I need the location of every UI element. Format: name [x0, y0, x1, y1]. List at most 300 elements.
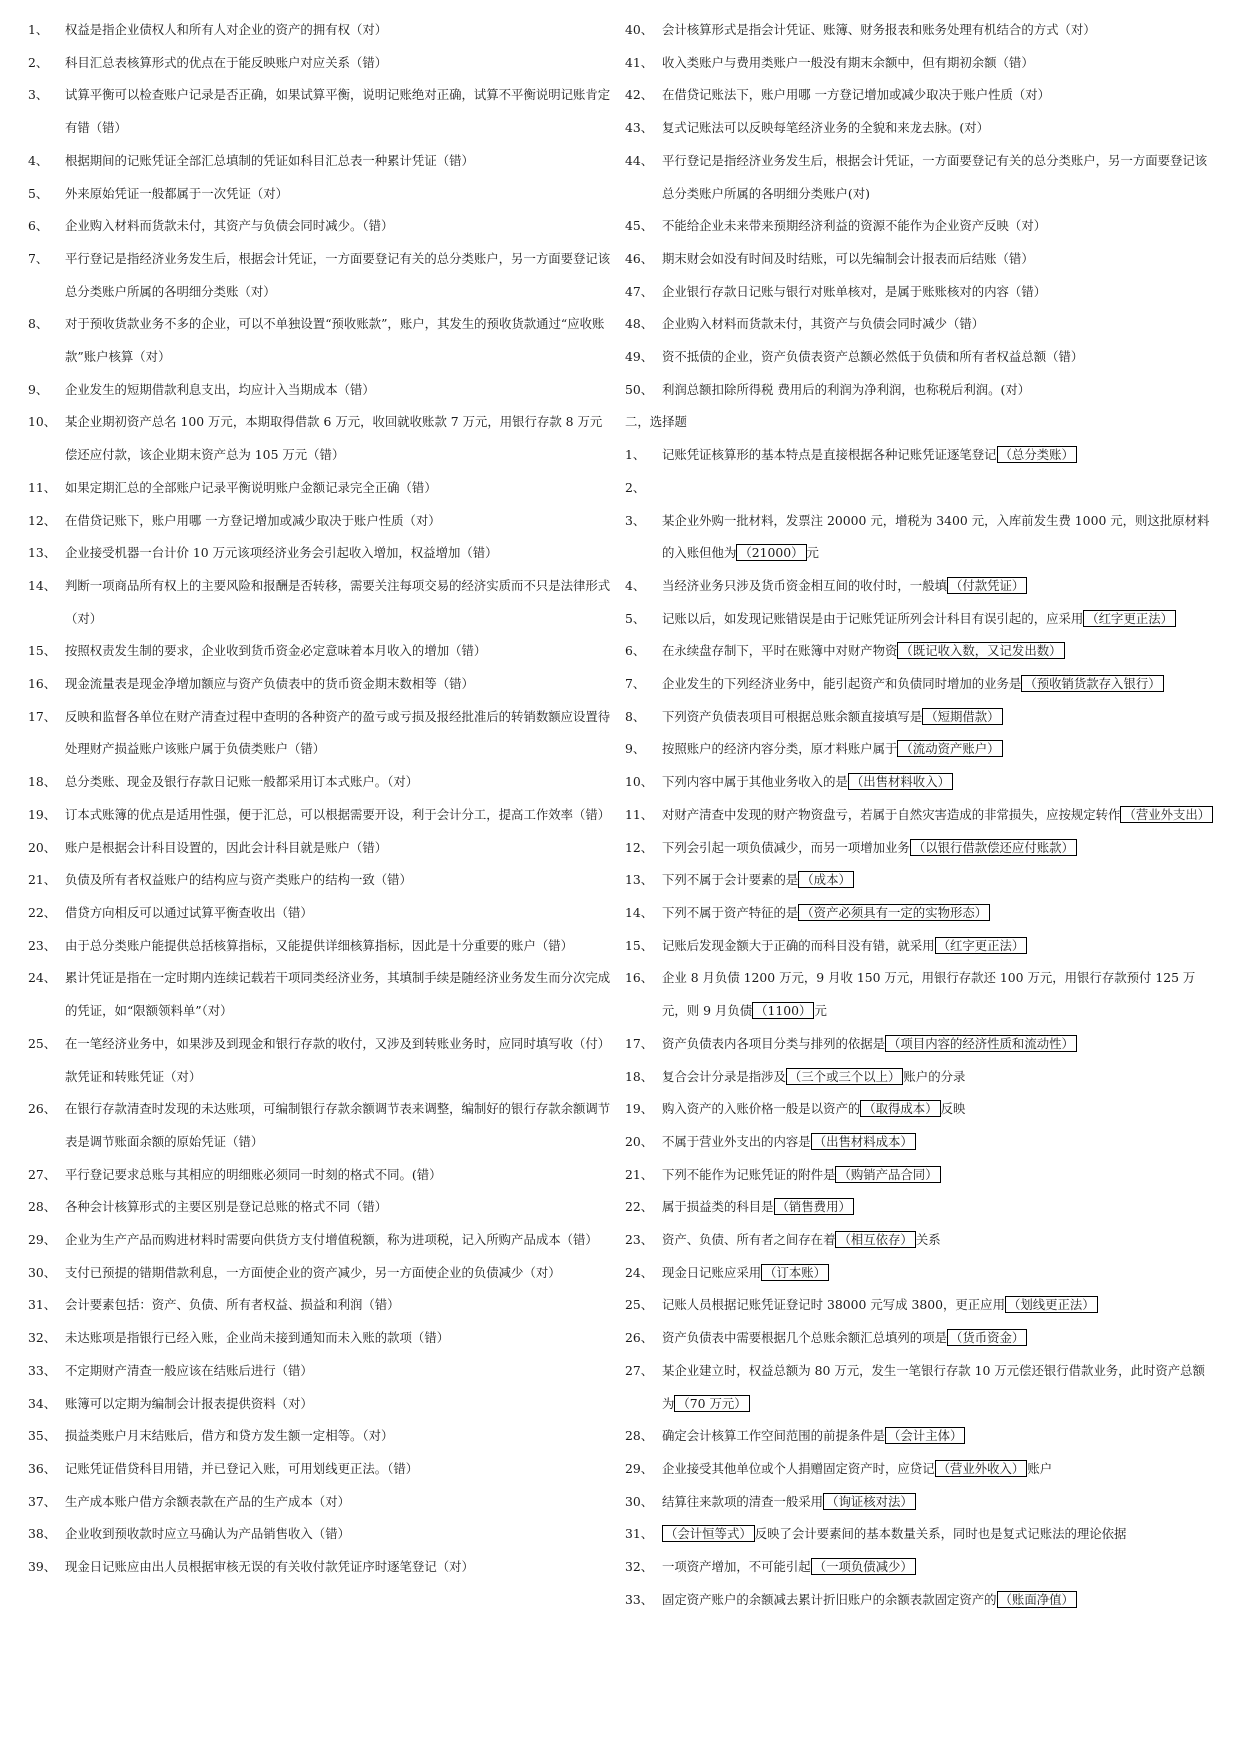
- judgment-question-item: [28, 1191, 613, 1224]
- choice-question-item: [625, 472, 1215, 505]
- question-text: [662, 864, 1215, 897]
- question-number: 24、: [28, 970, 57, 986]
- question-stem: 下列不属于会计要素的是: [662, 872, 799, 888]
- answer-box: （营业外收入）: [935, 1460, 1028, 1477]
- question-text: [662, 799, 1215, 832]
- question-number: 7、: [625, 676, 646, 692]
- answer-box: （预收销货款存入银行）: [1021, 675, 1163, 692]
- question-text: 总分类账、现金及银行存款日记账一般都采用订本式账户。（对）: [65, 774, 419, 790]
- question-number: 11、: [625, 806, 654, 822]
- choice-question-item: [625, 439, 1215, 472]
- judgment-question-item: [28, 1551, 613, 1584]
- choice-question-item: [625, 1028, 1215, 1061]
- question-stem: 现金日记账应采用: [662, 1264, 762, 1280]
- question-tail: 账户的分录: [903, 1068, 966, 1084]
- question-stem: 某企业建立时，权益总额为 80 万元，发生一笔银行存款 10 万元偿还银行借款业务，此时资产总额为: [662, 1362, 1205, 1411]
- judgment-question-item: [28, 1388, 613, 1421]
- question-stem: 属于损益类的科目是: [662, 1199, 774, 1215]
- question-number: 13、: [28, 545, 57, 561]
- question-number: 1、: [28, 22, 49, 37]
- question-number: 22、: [625, 1199, 654, 1215]
- judgment-question-item: [28, 766, 613, 799]
- judgment-question-item: [28, 1093, 613, 1158]
- question-text: 平行登记要求总账与其相应的明细账必须同一时刻的格式不同。(错）: [65, 1166, 442, 1182]
- question-stem: 下列不能作为记账凭证的附件是: [662, 1166, 836, 1182]
- question-number: 49、: [625, 349, 654, 365]
- question-text: 借贷方向相反可以通过试算平衡查收出（错）: [65, 904, 313, 920]
- question-text: 某企业期初资产总名 100 万元，本期取得借款 6 万元，收回就收账款 7 万元，用银行存款 8 万元偿还应付款，该企业期末资产总为 105 万元（错）: [65, 414, 603, 463]
- choice-question-item: [625, 1551, 1215, 1584]
- choice-question-item: [625, 1322, 1215, 1355]
- choice-question-item: [625, 603, 1215, 636]
- question-text: 收入类账户与费用类账户一般没有期末余额中，但有期初余额（错）: [662, 54, 1034, 70]
- judgment-question-item: [625, 112, 1215, 145]
- question-number: 33、: [28, 1362, 57, 1378]
- question-text: [662, 766, 1215, 799]
- question-number: 43、: [625, 120, 654, 136]
- question-stem: 下列会引起一项负债减少，而另一项增加业务: [662, 839, 910, 855]
- judgment-question-item: [28, 145, 613, 178]
- question-number: 3、: [625, 512, 646, 528]
- question-text: 利润总额扣除所得税 费用后的利润为净利润，也称税后利润。(对）: [662, 381, 1031, 397]
- question-number: 32、: [625, 1559, 654, 1575]
- question-text: 负债及所有者权益账户的结构应与资产类账户的结构一致（错）: [65, 872, 412, 888]
- judgment-question-item: [28, 505, 613, 538]
- question-stem: 购入资产的入账价格一般是以资产的: [662, 1101, 861, 1117]
- choice-question-item: [625, 1224, 1215, 1257]
- question-number: 34、: [28, 1395, 57, 1411]
- judgment-question-item: [28, 14, 613, 47]
- question-text: 反映和监督各单位在财产清查过程中查明的各种资产的盈亏或亏损及报经批准后的转销数额应设置待处理财产损益账户该账户属于负债类账户（错）: [65, 708, 611, 757]
- question-stem: 当经济业务只涉及货币资金相互间的收付时，一般填: [662, 577, 947, 593]
- judgment-question-item: [625, 145, 1215, 210]
- judgment-question-item: [625, 210, 1215, 243]
- answer-box: （资产必须具有一定的实物形态）: [798, 904, 990, 921]
- judgment-question-item: [28, 308, 613, 373]
- choice-question-item: [625, 930, 1215, 963]
- question-text: [662, 1486, 1215, 1519]
- question-number: 16、: [28, 676, 57, 692]
- question-text: [662, 832, 1215, 865]
- answer-box: （流动资产账户）: [897, 740, 1002, 757]
- question-stem: 企业 8 月负债 1200 万元，9 月收 150 万元，用银行存款还 100 万元，用银行存款预付 125 万元，则 9 月负债: [662, 970, 1196, 1019]
- question-number: 37、: [28, 1493, 57, 1509]
- question-number: 18、: [625, 1068, 654, 1084]
- question-number: 45、: [625, 218, 654, 234]
- question-number: 1、: [625, 447, 646, 463]
- judgment-question-item: [625, 374, 1215, 407]
- question-number: 35、: [28, 1428, 57, 1444]
- question-number: 38、: [28, 1526, 57, 1542]
- question-text: [662, 1420, 1215, 1453]
- question-text: 平行登记是指经济业务发生后，根据会计凭证，一方面要登记有关的总分类账户，另一方面要登记该总分类账户所属的各明细分类账户(对): [662, 152, 1208, 201]
- question-stem: 记账凭证核算形的基本特点是直接根据各种记账凭证逐笔登记: [662, 447, 997, 463]
- answer-box: （会计恒等式）: [662, 1525, 755, 1542]
- answer-box: （付款凭证）: [947, 577, 1027, 594]
- judgment-question-item: [28, 962, 613, 1027]
- question-number: 22、: [28, 904, 57, 920]
- question-text: 科目汇总表核算形式的优点在于能反映账户对应关系（错）: [65, 54, 388, 70]
- question-text: [662, 1322, 1215, 1355]
- question-number: 31、: [28, 1297, 57, 1313]
- question-stem: 资产、负债、所有者之间存在着: [662, 1232, 836, 1248]
- question-text: [662, 439, 1215, 472]
- question-number: 33、: [625, 1591, 654, 1607]
- question-text: [662, 603, 1215, 636]
- choice-question-item: [625, 1093, 1215, 1126]
- choice-question-item: [625, 635, 1215, 668]
- question-number: 27、: [28, 1166, 57, 1182]
- question-stem: 在永续盘存制下，平时在账簿中对财产物资: [662, 643, 898, 659]
- question-text: 按照权责发生制的要求，企业收到货币资金必定意味着本月收入的增加（错）: [65, 643, 487, 659]
- question-text: [662, 1224, 1215, 1257]
- judgment-question-item: [28, 243, 613, 308]
- question-text: 企业接受机器一台计价 10 万元该项经济业务会引起收入增加，权益增加（错）: [65, 545, 498, 561]
- question-number: 24、: [625, 1264, 654, 1280]
- question-text: 企业购入材料而货款未付，其资产与负债会同时减少。（错）: [65, 218, 394, 234]
- answer-box: （订本账）: [761, 1264, 829, 1281]
- answer-box: （划线更正法）: [1005, 1296, 1098, 1313]
- answer-box: （销售费用）: [774, 1198, 854, 1215]
- question-text: [662, 1289, 1215, 1322]
- question-text: 各种会计核算形式的主要区别是登记总账的格式不同（错）: [65, 1199, 388, 1215]
- choice-question-item: [625, 1486, 1215, 1519]
- question-number: 30、: [28, 1264, 57, 1280]
- answer-box: （账面净值）: [997, 1591, 1077, 1608]
- question-number: 28、: [625, 1428, 654, 1444]
- question-number: 23、: [28, 937, 57, 953]
- judgment-question-item: [28, 406, 613, 471]
- judgment-questions-continued: [625, 14, 1215, 406]
- question-tail: 反映了会计要素间的基本数量关系，同时也是复式记账法的理论依据: [754, 1526, 1127, 1542]
- question-text: 判断一项商品所有权上的主要风险和报酬是否转移，需要关注每项交易的经济实质而不只是法律形式（对）: [65, 577, 611, 626]
- question-stem: 记账后发现金额大于正确的而科目没有错，就采用: [662, 937, 935, 953]
- answer-box: （营业外支出）: [1120, 806, 1213, 823]
- question-text: [662, 1453, 1215, 1486]
- question-text: 企业为生产产品而购进材料时需要向供货方支付增值税额，称为进项税，记入所购产品成本（错）: [65, 1232, 598, 1248]
- question-text: 会计要素包括：资产、负债、所有者权益、损益和利润（错）: [65, 1297, 400, 1313]
- answer-box: （既记收入数，又记发出数）: [897, 642, 1064, 659]
- question-text: 在借贷记账法下，账户用哪 一方登记增加或减少取决于账户性质（对）: [662, 87, 1051, 103]
- question-number: 29、: [28, 1232, 57, 1248]
- question-number: 15、: [28, 643, 57, 659]
- question-number: 36、: [28, 1460, 57, 1476]
- judgment-question-item: [28, 374, 613, 407]
- choice-question-item: [625, 1061, 1215, 1094]
- judgment-question-item: [28, 668, 613, 701]
- question-text: [662, 570, 1215, 603]
- judgment-question-item: [625, 14, 1215, 47]
- judgment-question-item: [28, 1322, 613, 1355]
- answer-box: （21000）: [736, 544, 806, 561]
- question-text: 在一笔经济业务中，如果涉及到现金和银行存款的收付，又涉及到转账业务时，应同时填写收（付）款凭证和转账凭证（对）: [65, 1035, 611, 1084]
- question-tail: 关系: [915, 1232, 941, 1248]
- question-number: 32、: [28, 1330, 57, 1346]
- judgment-question-item: [625, 79, 1215, 112]
- judgment-question-item: [28, 897, 613, 930]
- question-number: 26、: [625, 1330, 654, 1346]
- choice-question-item: [625, 962, 1215, 1027]
- answer-box: （出售材料成本）: [811, 1133, 916, 1150]
- question-text: [662, 1257, 1215, 1290]
- question-stem: 某企业外购一批材料，发票注 20000 元，增税为 3400 元，入库前发生费 1000 元，则这批原材料的入账但他为: [662, 512, 1210, 561]
- question-number: 11、: [28, 479, 57, 495]
- question-text: 复式记账法可以反映每笔经济业务的全貌和来龙去脉。(对）: [662, 120, 989, 136]
- question-stem: 资产负债表中需要根据几个总账余额汇总填列的项是: [662, 1330, 947, 1346]
- choice-question-item: [625, 701, 1215, 734]
- question-number: 4、: [625, 577, 646, 593]
- question-number: 4、: [28, 152, 49, 168]
- choice-question-item: [625, 505, 1215, 570]
- judgment-question-item: [28, 930, 613, 963]
- question-number: 42、: [625, 87, 654, 103]
- question-text: 会计核算形式是指会计凭证、账簿、财务报表和账务处理有机结合的方式（对）: [662, 22, 1096, 37]
- question-stem: 资产负债表内各项目分类与排列的依据是: [662, 1035, 886, 1051]
- judgment-question-item: [28, 1028, 613, 1093]
- question-text: 如果定期汇总的全部账户记录平衡说明账户金额记录完全正确（错）: [65, 479, 437, 495]
- choice-question-item: [625, 766, 1215, 799]
- question-text: [662, 1028, 1215, 1061]
- choice-question-item: [625, 832, 1215, 865]
- answer-box: （1100）: [752, 1002, 814, 1019]
- question-text: 试算平衡可以检查账户记录是否正确，如果试算平衡，说明记账绝对正确，试算不平衡说明记账肯定有错（错）: [65, 87, 611, 136]
- question-text: 企业收到预收款时应立马确认为产品销售收入（错）: [65, 1526, 350, 1542]
- judgment-question-item: [28, 1453, 613, 1486]
- question-number: 17、: [625, 1035, 654, 1051]
- question-number: 14、: [625, 904, 654, 920]
- judgment-question-item: [28, 178, 613, 211]
- question-number: 15、: [625, 937, 654, 953]
- question-text: [662, 635, 1215, 668]
- question-text: [662, 930, 1215, 963]
- judgment-question-item: [28, 1257, 613, 1290]
- question-stem: 结算往来款项的清查一般采用: [662, 1493, 824, 1509]
- answer-box: （一项负债减少）: [811, 1558, 916, 1575]
- question-text: 不定期财产清查一般应该在结账后进行（错）: [65, 1362, 313, 1378]
- judgment-question-item: [28, 210, 613, 243]
- answer-box: （货币资金）: [947, 1329, 1027, 1346]
- question-text: 不能给企业未来带来预期经济利益的资源不能作为企业资产反映（对）: [662, 218, 1047, 234]
- question-number: 10、: [28, 414, 57, 430]
- judgment-question-item: [28, 1224, 613, 1257]
- question-number: 39、: [28, 1559, 57, 1575]
- judgment-question-item: [28, 1486, 613, 1519]
- question-number: 8、: [625, 708, 646, 724]
- choice-question-item: [625, 799, 1215, 832]
- judgment-question-item: [625, 47, 1215, 80]
- question-number: 9、: [625, 741, 646, 757]
- question-text: [662, 505, 1215, 570]
- answer-box: （项目内容的经济性质和流动性）: [885, 1035, 1077, 1052]
- question-number: 20、: [625, 1133, 654, 1149]
- question-text: [662, 668, 1215, 701]
- question-number: 10、: [625, 774, 654, 790]
- choice-question-item: [625, 1159, 1215, 1192]
- question-number: 26、: [28, 1101, 57, 1117]
- question-text: [662, 701, 1215, 734]
- question-number: 16、: [625, 970, 654, 986]
- question-text: 期末财会如没有时间及时结账，可以先编制会计报表而后结账（错）: [662, 250, 1034, 266]
- question-number: 21、: [625, 1166, 654, 1182]
- choice-question-item: [625, 1518, 1215, 1551]
- question-number: 18、: [28, 774, 57, 790]
- question-stem: 不属于营业外支出的内容是: [662, 1133, 811, 1149]
- question-text: [662, 1061, 1215, 1094]
- question-stem: 企业接受其他单位或个人捐赠固定资产时，应贷记: [662, 1460, 935, 1476]
- question-text: 损益类账户月末结账后，借方和贷方发生额一定相等。（对）: [65, 1428, 394, 1444]
- judgment-question-item: [28, 570, 613, 635]
- judgment-question-item: [28, 832, 613, 865]
- answer-box: （出售材料收入）: [848, 773, 953, 790]
- choice-question-item: [625, 1453, 1215, 1486]
- answer-box: （相互依存）: [835, 1231, 915, 1248]
- judgment-question-item: [28, 537, 613, 570]
- question-text: 未达账项是指银行已经入账，企业尚未接到通知而未入账的款项（错）: [65, 1330, 450, 1346]
- question-number: 46、: [625, 250, 654, 266]
- choice-question-item: [625, 1257, 1215, 1290]
- question-text: [662, 1191, 1215, 1224]
- question-text: [662, 1159, 1215, 1192]
- judgment-question-item: [28, 1289, 613, 1322]
- question-text: 记账凭证借贷科目用错，并已登记入账，可用划线更正法。（错）: [65, 1460, 419, 1476]
- answer-box: （短期借款）: [922, 708, 1002, 725]
- answer-box: （70 万元）: [674, 1395, 749, 1412]
- judgment-question-item: [28, 1355, 613, 1388]
- question-text: 订本式账簿的优点是适用性强，便于汇总，可以根据需要开设，利于会计分工，提高工作效率（错）: [65, 806, 611, 822]
- choice-question-item: [625, 570, 1215, 603]
- question-number: 9、: [28, 381, 49, 397]
- choice-question-item: [625, 1126, 1215, 1159]
- question-text: 对于预收货款业务不多的企业，可以不单独设置“预收账款”，账户，其发生的预收货款通过“应收账款”账户核算（对）: [65, 316, 605, 365]
- choice-question-item: [625, 897, 1215, 930]
- judgment-question-item: [28, 79, 613, 144]
- question-text: 平行登记是指经济业务发生后，根据会计凭证，一方面要登记有关的总分类账户，另一方面要登记该总分类账户所属的各明细分类账（对）: [65, 250, 611, 299]
- question-stem: 下列资产负债表项目可根据总账余额直接填写是: [662, 708, 923, 724]
- question-number: 5、: [625, 610, 646, 626]
- question-number: 13、: [625, 872, 654, 888]
- question-stem: 对财产清查中发现的财产物资盘亏，若属于自然灾害造成的非常损失，应按规定转作: [662, 806, 1121, 822]
- question-text: 企业购入材料而货款未付，其资产与负债会同时减少（错）: [662, 316, 985, 332]
- question-text: 企业银行存款日记账与银行对账单核对，是属于账账核对的内容（错）: [662, 283, 1047, 299]
- question-text: [662, 1518, 1215, 1551]
- answer-box: （购销产品合同）: [835, 1166, 940, 1183]
- choice-question-item: [625, 668, 1215, 701]
- question-text: 由于总分类账户能提供总括核算指标，又能提供详细核算指标，因此是十分重要的账户（错）: [65, 937, 574, 953]
- question-number: 6、: [28, 218, 49, 234]
- question-number: 3、: [28, 87, 49, 103]
- question-text: 资不抵债的企业，资产负债表资产总额必然低于负债和所有者权益总额（错）: [662, 349, 1084, 365]
- answer-box: （以银行借款偿还应付账款）: [910, 839, 1077, 856]
- question-number: 21、: [28, 872, 57, 888]
- question-stem: 确定会计核算工作空间范围的前提条件是: [662, 1428, 886, 1444]
- choice-question-item: [625, 1191, 1215, 1224]
- answer-box: （三个或三个以上）: [786, 1068, 904, 1085]
- right-column: [625, 14, 1215, 1616]
- question-text: [662, 897, 1215, 930]
- question-text: [662, 1355, 1215, 1420]
- question-number: 7、: [28, 250, 49, 266]
- judgment-question-item: [28, 47, 613, 80]
- question-text: [662, 733, 1215, 766]
- question-text: 在银行存款清查时发现的未达账项，可编制银行存款余额调节表来调整，编制好的银行存款余额调节表是调节账面余额的原始凭证（错）: [65, 1101, 611, 1149]
- question-text: 根据期间的记账凭证全部汇总填制的凭证如科目汇总表一种累计凭证（错）: [65, 152, 474, 168]
- question-number: 8、: [28, 316, 49, 332]
- answer-box: （红字更正法）: [1083, 610, 1176, 627]
- judgment-question-item: [28, 1420, 613, 1453]
- question-number: 44、: [625, 152, 654, 168]
- question-number: 6、: [625, 643, 646, 659]
- choice-question-item: [625, 1355, 1215, 1420]
- question-text: 权益是指企业债权人和所有人对企业的资产的拥有权（对）: [65, 22, 388, 37]
- section-title-choice: 二，选择题: [625, 414, 687, 430]
- question-number: 40、: [625, 22, 654, 37]
- choice-questions: [625, 439, 1215, 1616]
- judgment-question-item: [28, 1159, 613, 1192]
- question-text: [662, 1093, 1215, 1126]
- question-number: 25、: [625, 1297, 654, 1313]
- judgment-questions-column: [28, 14, 613, 1584]
- judgment-question-item: [28, 799, 613, 832]
- question-stem: 记账人员根据记账凭证登记时 38000 元写成 3800，更正应用: [662, 1297, 1005, 1313]
- question-text: 在借贷记账下，账户用哪 一方登记增加或减少取决于账户性质（对）: [65, 512, 441, 528]
- judgment-question-item: [625, 341, 1215, 374]
- question-number: 5、: [28, 185, 49, 201]
- question-text: 累计凭证是指在一定时期内连续记载若干项同类经济业务，其填制手续是随经济业务发生而分次完成的凭证，如“限额领料单”（对）: [65, 970, 611, 1019]
- judgment-question-item: [28, 864, 613, 897]
- question-stem: 下列不属于资产特征的是: [662, 904, 799, 920]
- question-text: 账簿可以定期为编制会计报表提供资料（对）: [65, 1395, 313, 1411]
- question-stem: 固定资产账户的余额减去累计折旧账户的余额表款固定资产的: [662, 1591, 997, 1607]
- question-tail: 元: [806, 545, 819, 561]
- question-number: 47、: [625, 283, 654, 299]
- judgment-question-item: [28, 635, 613, 668]
- question-stem: 企业发生的下列经济业务中，能引起资产和负债同时增加的业务是: [662, 676, 1022, 692]
- question-tail: 元: [814, 1003, 827, 1019]
- answer-box: （会计主体）: [885, 1427, 965, 1444]
- choice-question-item: [625, 1584, 1215, 1617]
- choice-question-item: [625, 733, 1215, 766]
- choice-question-item: [625, 864, 1215, 897]
- question-text: [662, 472, 1215, 505]
- question-number: 14、: [28, 577, 57, 593]
- judgment-question-item: [625, 243, 1215, 276]
- question-number: 23、: [625, 1232, 654, 1248]
- question-stem: 复合会计分录是指涉及: [662, 1068, 786, 1084]
- question-number: 27、: [625, 1362, 654, 1378]
- question-text: 现金日记账应由出人员根据审核无误的有关收付款凭证序时逐笔登记（对）: [65, 1559, 474, 1575]
- question-number: 48、: [625, 316, 654, 332]
- question-number: 29、: [625, 1460, 654, 1476]
- judgment-question-item: [28, 1518, 613, 1551]
- question-text: 企业发生的短期借款利息支出，均应计入当期成本（错）: [65, 381, 375, 397]
- question-text: 现金流量表是现金净增加额应与资产负债表中的货币资金期末数相等（错）: [65, 676, 474, 692]
- question-number: 41、: [625, 54, 654, 70]
- question-stem: 下列内容中属于其他业务收入的是: [662, 774, 848, 790]
- question-tail: 账户: [1027, 1460, 1053, 1476]
- answer-box: （成本）: [798, 871, 854, 888]
- judgment-question-item: [28, 701, 613, 766]
- question-number: 19、: [625, 1101, 654, 1117]
- choice-question-item: [625, 1420, 1215, 1453]
- question-number: 30、: [625, 1493, 654, 1509]
- answer-box: （取得成本）: [860, 1100, 940, 1117]
- question-text: [662, 1584, 1215, 1617]
- question-number: 2、: [625, 479, 646, 495]
- question-number: 31、: [625, 1526, 654, 1542]
- question-number: 12、: [625, 839, 654, 855]
- judgment-question-item: [28, 472, 613, 505]
- choice-question-item: [625, 1289, 1215, 1322]
